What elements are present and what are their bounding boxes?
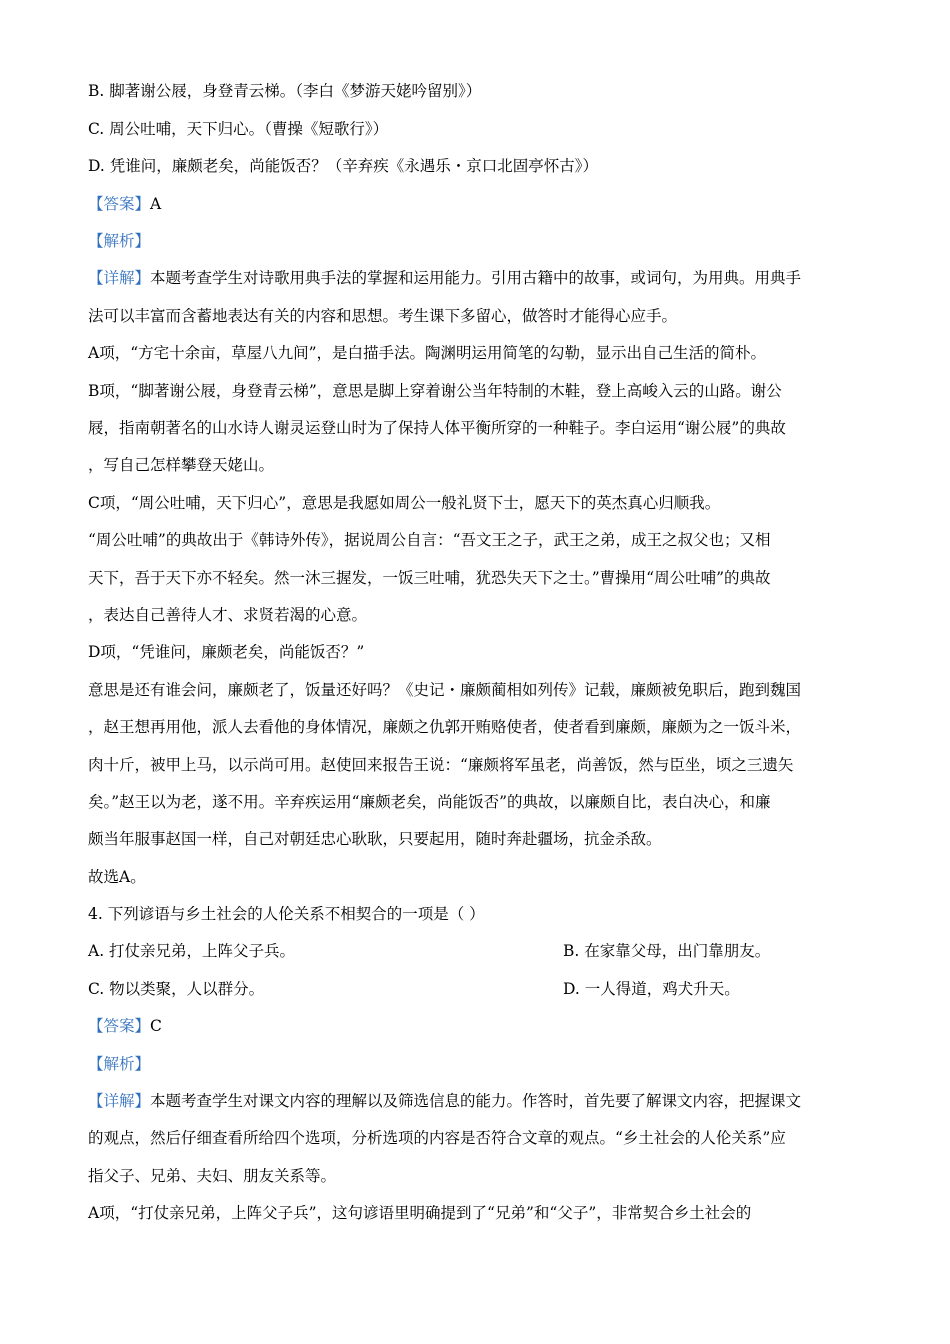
q3-detail-line: 屐，指南朝著名的山水诗人谢灵运登山时为了保持人体平衡所穿的一种鞋子。李白运用“谢公屐”的典故 bbox=[88, 419, 786, 437]
q3-detail-line: C项，“周公吐哺，天下归心”，意思是我愿如周公一般礼贤下士，愿天下的英杰真心归顺我。 bbox=[88, 494, 721, 512]
q3-detail-line: D项，“凭谁问，廉颇老矣，尚能饭否？” bbox=[88, 643, 365, 661]
q3-detail-line bbox=[88, 266, 868, 290]
q4-detail-line bbox=[88, 1089, 868, 1113]
q4-options-row bbox=[88, 977, 868, 1001]
q4-answer bbox=[88, 1014, 868, 1038]
q4-option-b: B. 在家靠父母，出门靠朋友。 bbox=[563, 942, 771, 960]
q4-option-d: D. 一人得道，鸡犬升天。 bbox=[563, 980, 740, 998]
q3-detail-line: 法可以丰富而含蓄地表达有关的内容和思想。考生课下多留心，做答时才能得心应手。 bbox=[88, 307, 678, 325]
q3-analysis-label: 【解析】 bbox=[88, 232, 151, 250]
q3-detail-line: ，表达自己善待人才、求贤若渴的心意。 bbox=[88, 606, 368, 624]
q4-detail-line: A项，“打仗亲兄弟，上阵父子兵”，这句谚语里明确提到了“兄弟”和“父子”，非常契合乡土社会的 bbox=[88, 1204, 752, 1222]
q4-detail-line: 指父子、兄弟、夫妇、朋友关系等。 bbox=[88, 1167, 337, 1185]
answer-label: 【答案】 bbox=[88, 195, 151, 213]
q3-detail-line: 意思是还有谁会问，廉颇老了，饭量还好吗？《史记・廉颇蔺相如列传》记载，廉颇被免职后，跑到魏国 bbox=[88, 681, 802, 699]
q3-detail-line: B项，“脚著谢公屐，身登青云梯”，意思是脚上穿着谢公当年特制的木鞋，登上高峻入云的山路。谢公 bbox=[88, 382, 782, 400]
answer-value: C bbox=[150, 1017, 162, 1035]
q3-detail-line: A项，“方宅十余亩，草屋八九间”，是白描手法。陶渊明运用简笔的勾勒，显示出自己生活的简朴。 bbox=[88, 344, 767, 362]
q4-options-row bbox=[88, 939, 868, 963]
answer-value: A bbox=[150, 195, 162, 213]
q4-detail-line: 的观点，然后仔细查看所给四个选项，分析选项的内容是否符合文章的观点。“乡土社会的人伦关系”应 bbox=[88, 1129, 786, 1147]
q3-detail-line: 颇当年服事赵国一样，自己对朝廷忠心耿耿，只要起用，随时奔赴疆场，抗金杀敌。 bbox=[88, 830, 662, 848]
detail-text: 本题考查学生对诗歌用典手法的掌握和运用能力。引用古籍中的故事，或词句，为用典。用典手 bbox=[150, 269, 802, 287]
q3-detail-line: ，写自己怎样攀登天姥山。 bbox=[88, 456, 275, 474]
q3-option-b: B. 脚著谢公屐，身登青云梯。（李白《梦游天姥吟留别》） bbox=[88, 82, 482, 100]
q3-detail-line: 天下，吾于天下亦不轻矣。然一沐三握发，一饭三吐哺，犹恐失天下之士。”曹操用“周公吐哺”的典故 bbox=[88, 569, 771, 587]
q3-detail-line: 矣。”赵王以为老，遂不用。辛弃疾运用“廉颇老矣，尚能饭否”的典故，以廉颇自比，表白决心，和廉 bbox=[88, 793, 771, 811]
q4-analysis-label: 【解析】 bbox=[88, 1055, 151, 1073]
q3-answer bbox=[88, 192, 868, 216]
detail-label: 【详解】 bbox=[88, 269, 151, 287]
q4-option-c: C. 物以类聚，人以群分。 bbox=[88, 980, 265, 998]
q3-detail-line: ，赵王想再用他，派人去看他的身体情况，廉颇之仇郭开贿赂使者，使者看到廉颇，廉颇为之一饭斗米， bbox=[88, 718, 802, 736]
detail-label: 【详解】 bbox=[88, 1092, 151, 1110]
q3-detail-line: 肉十斤，被甲上马，以示尚可用。赵使回来报告王说：“廉颇将军虽老，尚善饭，然与臣坐，顷之三遗矢 bbox=[88, 756, 794, 774]
detail-text: 本题考查学生对课文内容的理解以及筛选信息的能力。作答时，首先要了解课文内容，把握课文 bbox=[150, 1092, 802, 1110]
answer-label: 【答案】 bbox=[88, 1017, 151, 1035]
q3-option-c: C. 周公吐哺，天下归心。（曹操《短歌行》） bbox=[88, 120, 389, 138]
q3-detail-line: 故选A。 bbox=[88, 868, 146, 886]
q3-option-d: D. 凭谁问，廉颇老矣，尚能饭否？（辛弃疾《永遇乐・京口北固亭怀古》） bbox=[88, 157, 598, 175]
q4-option-a: A. 打仗亲兄弟，上阵父子兵。 bbox=[88, 942, 296, 960]
q3-detail-line: “周公吐哺”的典故出于《韩诗外传》，据说周公自言：“吾文王之子，武王之弟，成王之叔父也；又相 bbox=[88, 531, 771, 549]
q4-stem: 4. 下列谚语与乡土社会的人伦关系不相契合的一项是（ ） bbox=[88, 905, 485, 923]
